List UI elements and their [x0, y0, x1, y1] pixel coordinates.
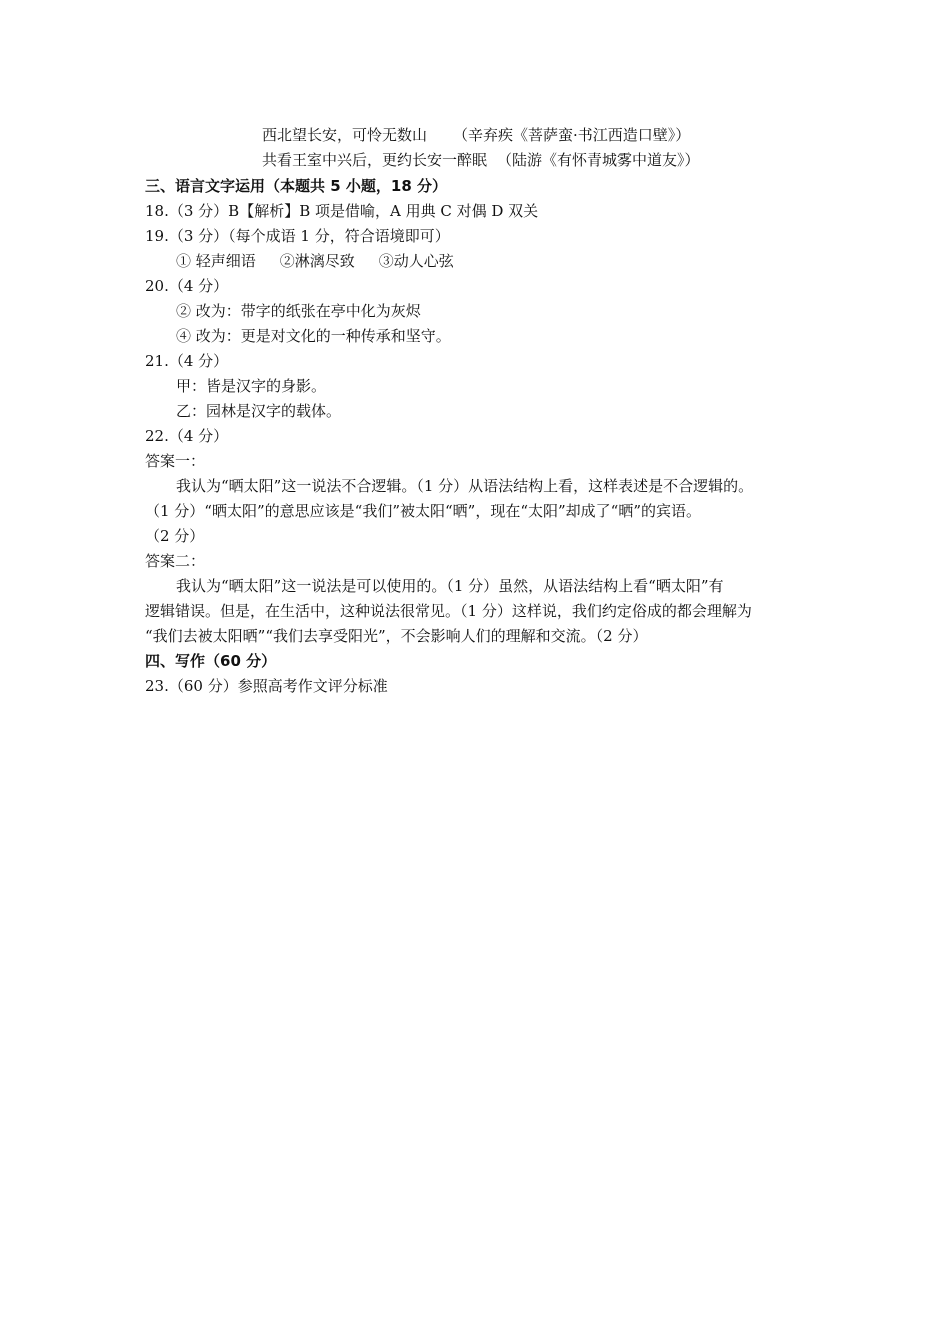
answer-1-label: 答案一：	[145, 452, 206, 470]
poem-line-2	[262, 150, 700, 170]
question-20-header: 20.（4 分）	[145, 277, 229, 295]
question-21-line-1: 甲：皆是汉字的身影。	[176, 377, 327, 395]
question-18: 18.（3 分）B【解析】B 项是借喻，A 用典 C 对偶 D 双关	[145, 202, 539, 220]
section-3-heading: 三、语言文字运用（本题共 5 小题，18 分）	[145, 177, 447, 195]
question-21-header: 21.（4 分）	[145, 352, 229, 370]
answer-1-line-1: 我认为“晒太阳”这一说法不合逻辑。（1 分）从语法结构上看，这样表述是不合逻辑的。	[176, 477, 754, 495]
question-19-header: 19.（3 分）（每个成语 1 分，符合语境即可）	[145, 227, 450, 245]
answer-2-label: 答案二：	[145, 552, 206, 570]
question-19-answers	[176, 251, 454, 271]
question-23: 23.（60 分）参照高考作文评分标准	[145, 677, 388, 695]
question-20-line-1: ② 改为：带字的纸张在亭中化为灰烬	[176, 302, 421, 320]
q19-answer-3: ③动人心弦	[378, 252, 454, 270]
question-20-line-2: ④ 改为：更是对文化的一种传承和坚守。	[176, 327, 451, 345]
answer-2-line-3: “我们去被太阳晒”“我们去享受阳光”，不会影响人们的理解和交流。（2 分）	[145, 627, 648, 645]
poem-line-1-source: （辛弃疾《菩萨蛮·书江西造口壁》）	[453, 126, 691, 144]
answer-1-line-2: （1 分）“晒太阳”的意思应该是“我们”被太阳“晒”，现在“太阳”却成了“晒”的宾语。	[145, 502, 701, 520]
question-22-header: 22.（4 分）	[145, 427, 229, 445]
poem-line-2-source: （陆游《有怀青城雾中道友》）	[497, 151, 700, 169]
q19-answer-2: ②淋漓尽致	[279, 252, 355, 270]
answer-2-line-1: 我认为“晒太阳”这一说法是可以使用的。（1 分）虽然，从语法结构上看“晒太阳”有	[176, 577, 724, 595]
q19-answer-1: ① 轻声细语	[176, 252, 256, 270]
poem-line-2-text: 共看王室中兴后，更约长安一醉眠	[262, 151, 488, 169]
poem-line-1	[262, 125, 690, 145]
answer-1-line-3: （2 分）	[145, 527, 205, 545]
section-4-heading: 四、写作（60 分）	[145, 652, 277, 670]
answer-2-line-2: 逻辑错误。但是，在生活中，这种说法很常见。（1 分）这样说，我们约定俗成的都会理解为	[145, 602, 752, 620]
question-21-line-2: 乙：园林是汉字的载体。	[176, 402, 342, 420]
poem-line-1-text: 西北望长安，可怜无数山	[262, 126, 428, 144]
